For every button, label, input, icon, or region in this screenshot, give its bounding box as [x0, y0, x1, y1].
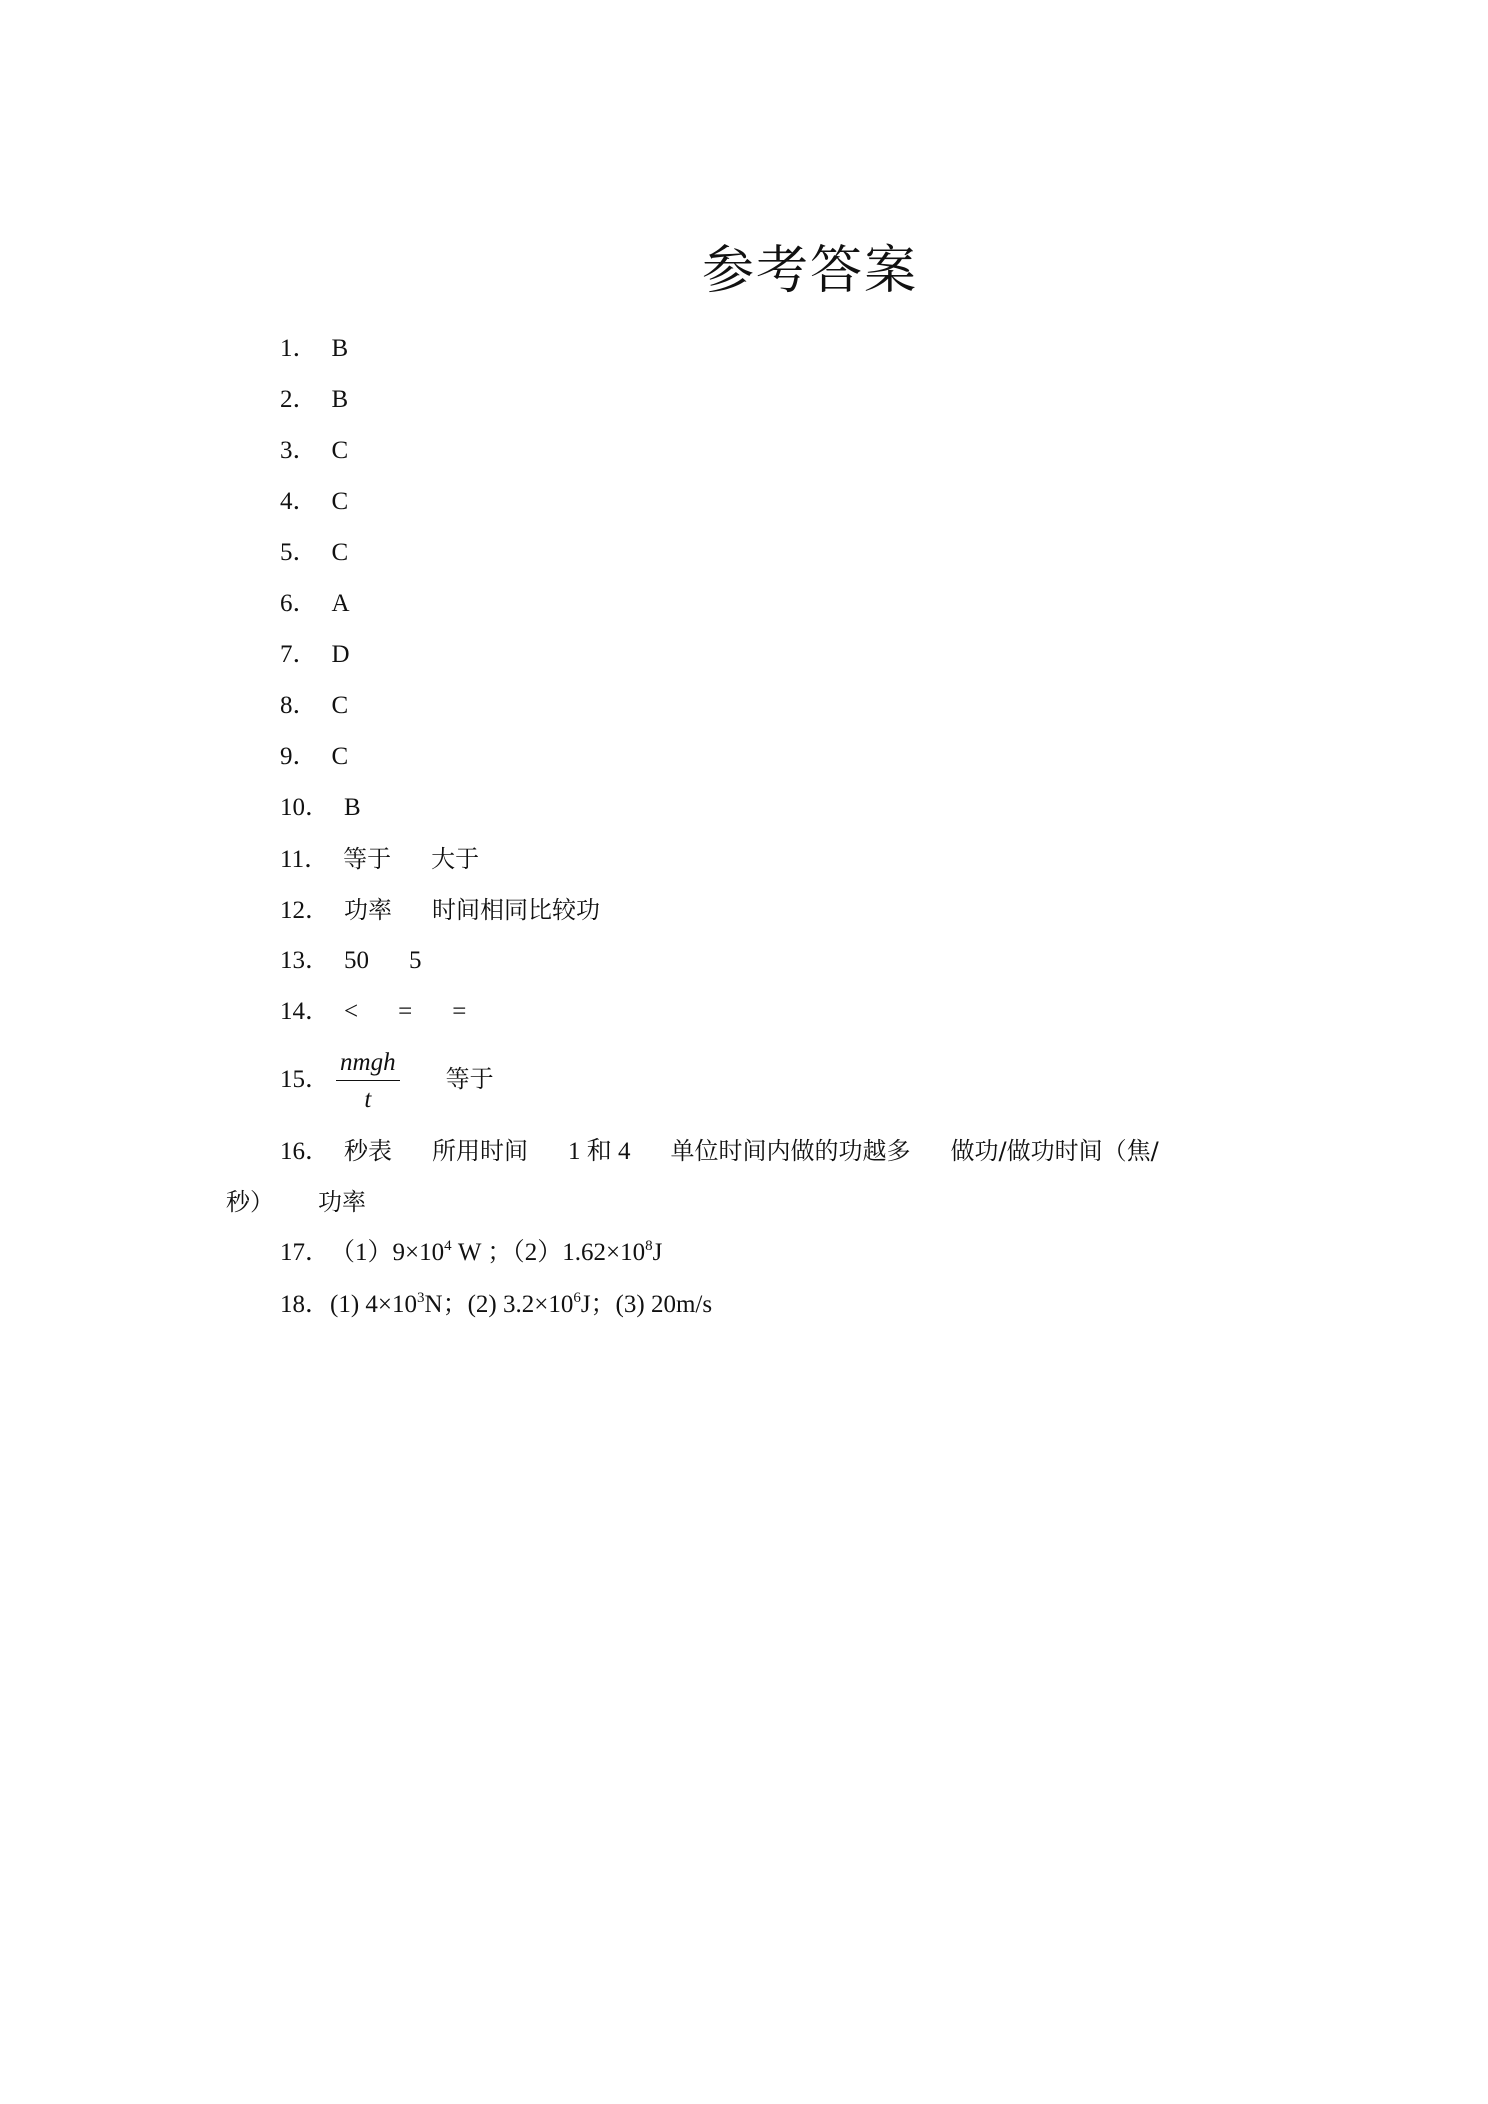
answer-item: [280, 1048, 494, 1115]
answer-value: （1）9×10: [330, 1239, 445, 1266]
exponent: 6: [573, 1290, 581, 1306]
answer-value: 1 和 4: [568, 1138, 631, 1165]
answer-value: N；(2) 3.2×10: [424, 1291, 574, 1318]
answer-item: [280, 844, 479, 875]
answer-value: C: [331, 488, 349, 515]
answer-value: 做功/做功时间（焦/: [950, 1137, 1159, 1165]
answer-value: 单位时间内做的功越多: [670, 1137, 911, 1165]
answer-number: 16．: [280, 1138, 331, 1165]
answer-value: C: [331, 743, 349, 770]
answer-item: [280, 946, 422, 976]
answer-value: C: [331, 437, 349, 464]
answer-number: 17．: [280, 1239, 331, 1266]
answer-value: (1) 4×10: [330, 1291, 418, 1318]
fraction-formula: [336, 1048, 400, 1115]
answer-number: 2．: [280, 386, 318, 413]
answer-number: 1．: [280, 335, 318, 362]
answer-value: 秒表: [344, 1137, 393, 1165]
answer-value: <: [344, 998, 359, 1025]
answer-item: [280, 1238, 662, 1268]
answer-item: [280, 895, 600, 926]
answer-number: 8．: [280, 692, 318, 719]
answer-value: B: [331, 335, 349, 362]
exponent: 4: [444, 1238, 452, 1254]
answer-item: [280, 538, 348, 568]
fraction-numerator: nmgh: [336, 1048, 400, 1081]
answer-value: 大于: [431, 845, 480, 873]
answer-value: W ；（2）1.62×10: [451, 1239, 646, 1266]
answer-value: D: [331, 641, 350, 668]
answer-number: 11．: [280, 846, 330, 873]
answer-number: 13．: [280, 947, 331, 974]
answer-number: 7．: [280, 641, 318, 668]
answer-item: [280, 589, 350, 619]
answer-value: A: [331, 590, 350, 617]
answer-value: 时间相同比较功: [432, 896, 601, 924]
answer-number: 18．: [280, 1291, 331, 1318]
answer-value: J；(3) 20m/s: [580, 1291, 713, 1318]
answer-number: 9．: [280, 743, 318, 770]
answer-value: =: [452, 998, 467, 1025]
answer-item: [280, 742, 348, 772]
fraction-denominator: t: [364, 1086, 372, 1113]
answer-value: B: [331, 386, 349, 413]
answer-number: 5．: [280, 539, 318, 566]
answer-value: C: [331, 692, 349, 719]
answer-item: [280, 691, 348, 721]
answer-value: 功率: [344, 896, 393, 924]
answer-value: 功率: [318, 1188, 366, 1216]
exponent: 8: [645, 1238, 653, 1254]
answer-value: C: [331, 539, 349, 566]
answer-number: 4．: [280, 488, 318, 515]
answer-value: 等于: [343, 845, 392, 873]
page-title: 参考答案: [701, 241, 918, 301]
answer-item: [280, 1290, 712, 1320]
answer-value: 50: [344, 947, 370, 974]
answer-item: [280, 1136, 1159, 1167]
answer-value: 所用时间: [432, 1137, 529, 1165]
answer-item: [280, 997, 466, 1027]
answer-number: 15．: [280, 1066, 331, 1094]
answer-value: J: [652, 1239, 663, 1266]
answer-value: 5: [409, 947, 422, 974]
answer-item: [280, 640, 350, 670]
answer-number: 3．: [280, 437, 318, 464]
answer-item: [280, 436, 348, 466]
answer-value: =: [398, 998, 413, 1025]
exponent: 3: [417, 1290, 425, 1306]
answer-value: B: [344, 794, 361, 821]
answer-item: [280, 385, 348, 415]
answer-item: [280, 793, 361, 823]
answer-item: [280, 334, 348, 364]
answer-item: [280, 487, 348, 517]
answer-number: 10．: [280, 794, 331, 821]
answer-number: 14．: [280, 998, 331, 1025]
answer-value: 等于: [445, 1065, 494, 1094]
answer-number: 12．: [280, 897, 331, 924]
answer-continuation: [226, 1187, 366, 1217]
answer-value: 秒）: [226, 1188, 274, 1216]
answer-number: 6．: [280, 590, 318, 617]
